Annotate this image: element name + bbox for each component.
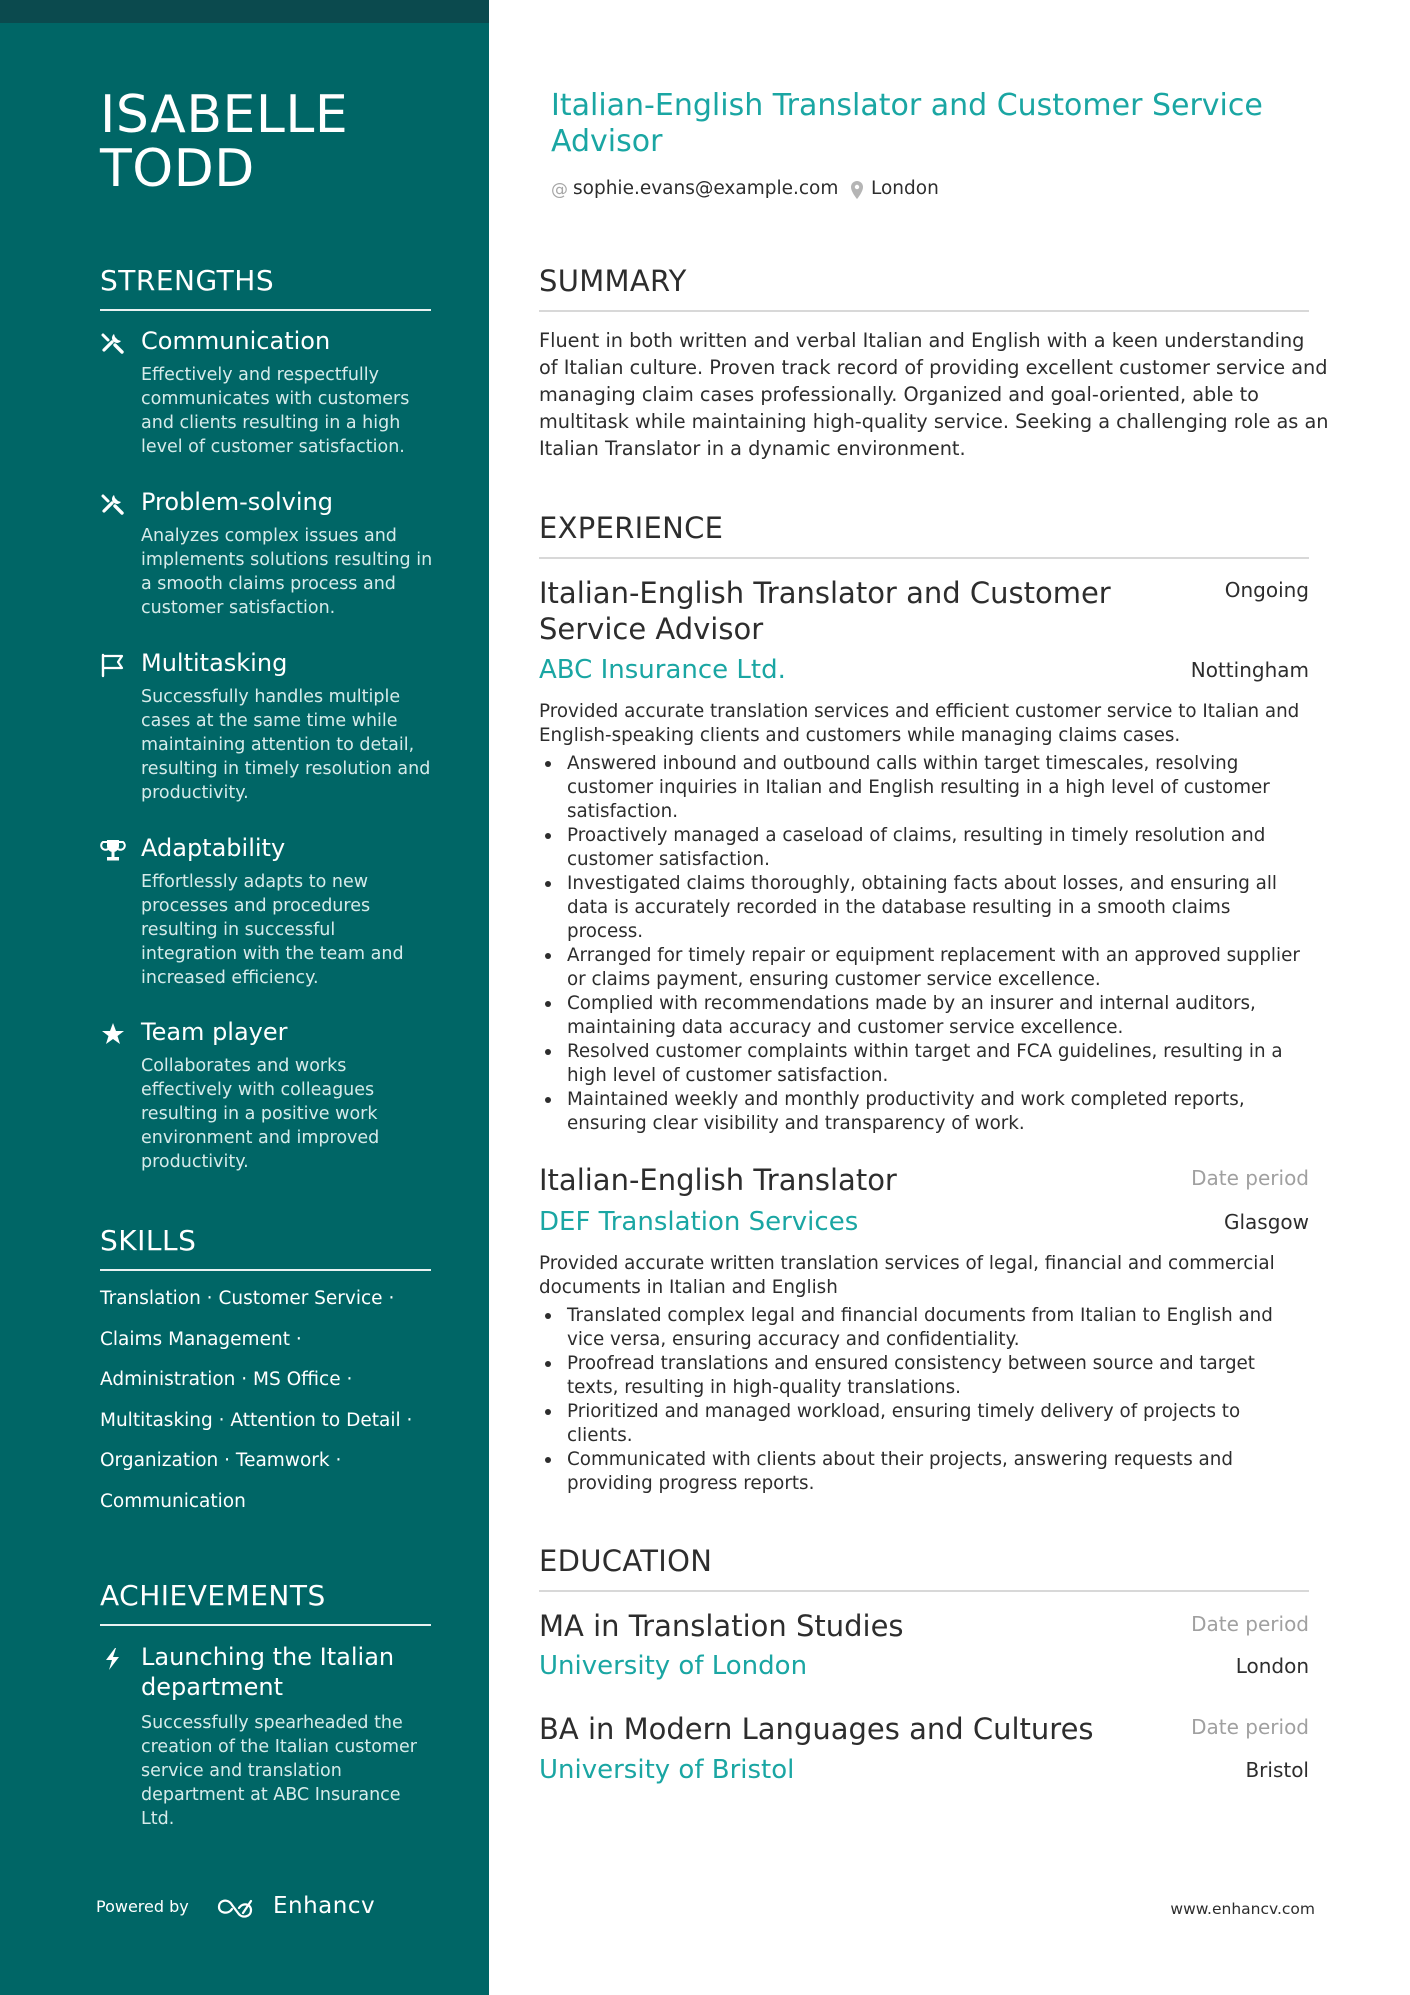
education-location: Bristol — [1245, 1758, 1309, 1782]
strength-title: Team player — [141, 1018, 288, 1046]
lightning-icon — [100, 1646, 126, 1672]
degree-title: MA in Translation Studies — [539, 1609, 904, 1643]
experience-heading: EXPERIENCE — [539, 511, 1309, 559]
role-location: Glasgow — [1223, 1210, 1309, 1234]
strength-title: Adaptability — [141, 834, 286, 862]
degree-title: BA in Modern Languages and Cultures — [539, 1712, 1094, 1746]
strength-title: Multitasking — [141, 649, 288, 677]
contact-email[interactable]: sophie.evans@example.com — [573, 178, 839, 199]
achievement-title: Launching the Italian department — [141, 1643, 395, 1701]
bullet-item: Arranged for timely repair or equipment replacement with an approved supplier or claims payment, ensuring customer service excellence. — [539, 944, 1309, 992]
achievement-description: Successfully spearheaded the creation of the Italian customer service and translation department at ABC Insurance Ltd. — [141, 1713, 417, 1829]
bullet-item: Translated complex legal and financial documents from Italian to English and vice versa, ensuring accuracy and confidentiality. — [539, 1304, 1309, 1352]
bullet-item: Maintained weekly and monthly productivity and work completed reports, ensuring clear visibility and transparency of work. — [539, 1088, 1309, 1136]
strength-title: Communication — [141, 327, 331, 355]
enhancv-brand[interactable]: Enhancv — [273, 1893, 376, 1919]
strengths-heading: STRENGTHS — [100, 264, 431, 311]
role-description: Provided accurate translation services and efficient customer service to Italian and English-speaking clients and customers while managing claims cases. — [539, 701, 1300, 746]
strength-description: Effortlessly adapts to new processes and procedures resulting in successful integration with the team and increased efficiency. — [141, 872, 404, 988]
location-pin-icon — [850, 180, 864, 200]
education-location: London — [1235, 1654, 1309, 1678]
strength-description: Effectively and respectfully communicates with customers and clients resulting in a high level of customer satisfaction. — [141, 365, 410, 457]
role-bullets — [539, 1304, 1309, 1496]
bullet-item: Prioritized and managed workload, ensuring timely delivery of projects to clients. — [539, 1400, 1309, 1448]
skills-heading: SKILLS — [100, 1224, 431, 1271]
main-content — [489, 0, 1410, 1995]
powered-by-label: Powered by — [96, 1897, 189, 1916]
summary-text: Fluent in both written and verbal Italian and English with a keen understanding of Italian culture. Proven track record of providing excellent customer service and managing claim cases professionally. Organized and goal-oriented, able to multitask while maintaining high-quality service. Seeking a challenging role as an Italian Translator in a dynamic environment. — [539, 329, 1329, 460]
headline-title: Italian-English Translator and Customer Service Advisor — [551, 88, 1263, 159]
role-date: Date period — [1191, 1166, 1309, 1190]
role-description: Provided accurate written translation services of legal, financial and commercial documents in Italian and English — [539, 1253, 1275, 1298]
education-date: Date period — [1191, 1612, 1309, 1636]
name-first: ISABELLE — [100, 85, 349, 145]
flag-icon — [100, 652, 126, 678]
strength-description: Analyzes complex issues and implements solutions resulting in a smooth claims process and customer satisfaction. — [141, 526, 433, 618]
trophy-icon — [100, 837, 126, 863]
company-name: ABC Insurance Ltd. — [539, 655, 786, 685]
bullet-item: Investigated claims thoroughly, obtaining facts about losses, and ensuring all data is accurately recorded in the database resulting in a smooth claims process. — [539, 872, 1309, 944]
strength-title: Problem-solving — [141, 488, 333, 516]
bullet-item: Resolved customer complaints within target and FCA guidelines, resulting in a high level of customer satisfaction. — [539, 1040, 1309, 1088]
sidebar-top-bar — [0, 0, 489, 23]
role-bullets — [539, 752, 1309, 1136]
sidebar — [0, 0, 489, 1995]
tools-icon — [100, 491, 126, 517]
strength-description: Successfully handles multiple cases at the same time while maintaining attention to detail, resulting in timely resolution and productivity. — [141, 687, 431, 803]
school-name: University of Bristol — [539, 1755, 795, 1785]
education-date: Date period — [1191, 1715, 1309, 1739]
company-name: DEF Translation Services — [539, 1207, 859, 1237]
tools-icon — [100, 330, 126, 356]
education-heading: EDUCATION — [539, 1544, 1309, 1592]
skills-line: Claims Management · — [100, 1329, 302, 1350]
skills-line: Organization · Teamwork · — [100, 1450, 342, 1471]
strength-description: Collaborates and works effectively with colleagues resulting in a positive work environment and improved productivity. — [141, 1056, 380, 1172]
contact-location: London — [871, 178, 939, 199]
bullet-item: Communicated with clients about their projects, answering requests and providing progress reports. — [539, 1448, 1309, 1496]
skills-line: Administration · MS Office · — [100, 1369, 353, 1390]
role-date: Ongoing — [1224, 578, 1309, 602]
school-name: University of London — [539, 1651, 808, 1681]
skills-line: Translation · Customer Service · — [100, 1288, 395, 1309]
bullet-item: Proactively managed a caseload of claims, resulting in timely resolution and customer satisfaction. — [539, 824, 1309, 872]
role-title: Italian-English Translator and Customer Service Advisor — [539, 576, 1111, 646]
name-last: TODD — [100, 139, 255, 199]
role-location: Nottingham — [1190, 658, 1309, 682]
website-link[interactable]: www.enhancv.com — [1170, 1900, 1315, 1918]
candidate-name — [100, 85, 460, 199]
skills-line: Communication — [100, 1491, 246, 1512]
role-title: Italian-English Translator — [539, 1163, 897, 1197]
achievements-heading: ACHIEVEMENTS — [100, 1579, 431, 1626]
star-hand-icon — [100, 1021, 126, 1047]
summary-heading: SUMMARY — [539, 264, 1309, 312]
at-icon: @ — [551, 180, 568, 200]
bullet-item: Answered inbound and outbound calls within target timescales, resolving customer inquiries in Italian and English resulting in a high level of customer satisfaction. — [539, 752, 1309, 824]
bullet-item: Proofread translations and ensured consistency between source and target texts, resulting in high-quality translations. — [539, 1352, 1309, 1400]
skills-line: Multitasking · Attention to Detail · — [100, 1410, 413, 1431]
bullet-item: Complied with recommendations made by an insurer and internal auditors, maintaining data accuracy and customer service excellence. — [539, 992, 1309, 1040]
